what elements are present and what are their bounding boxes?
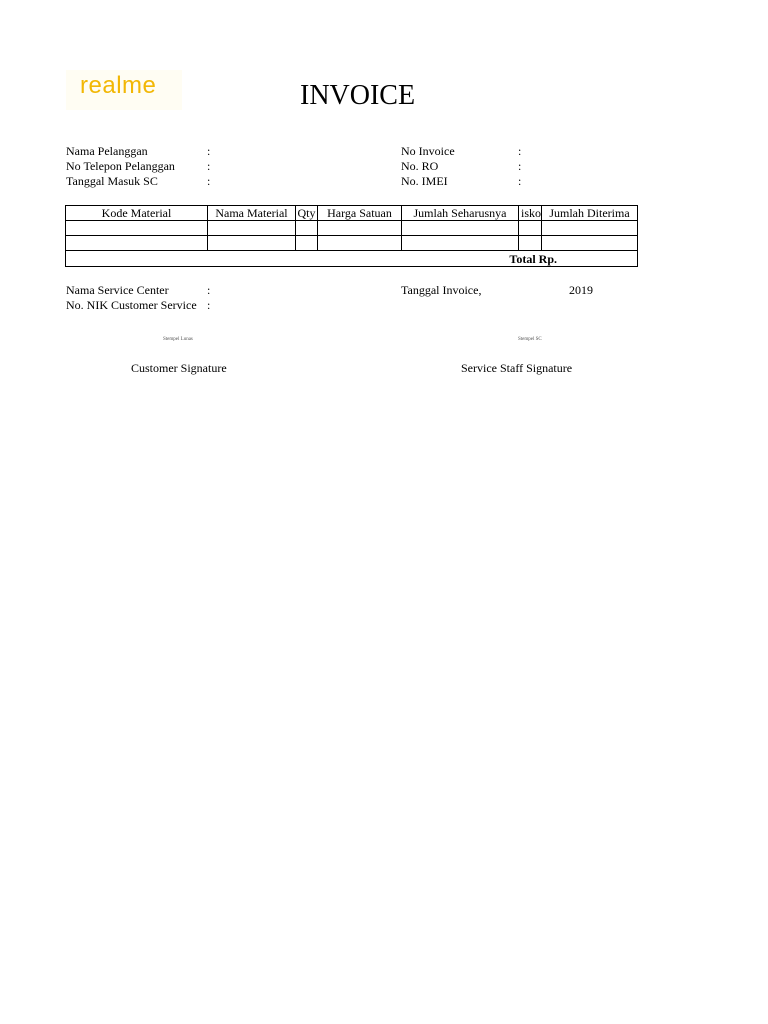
table-total-row: [66, 251, 638, 267]
column-header: isko: [519, 206, 542, 221]
staff-signature-label: Service Staff Signature: [461, 361, 573, 375]
field-separator: :: [518, 144, 522, 158]
column-header: Qty: [297, 206, 316, 220]
items-table: [65, 205, 638, 267]
table-cell: [66, 221, 208, 236]
table-cell: [542, 221, 638, 236]
customer-signature-label: Customer Signature: [131, 361, 227, 375]
field-separator: :: [207, 159, 211, 173]
invoice-year: 2019: [569, 283, 593, 297]
table-cell: [402, 221, 519, 236]
table-cell: [296, 221, 318, 236]
table-cell: [402, 236, 519, 251]
field-label-entry-date: Tanggal Masuk SC: [66, 174, 158, 188]
field-label-ro-no: No. RO: [401, 159, 439, 173]
page-title: INVOICE: [300, 80, 416, 111]
field-separator: :: [518, 159, 522, 173]
field-label-imei: No. IMEI: [401, 174, 448, 188]
field-separator: :: [207, 174, 211, 188]
table-header-row: [66, 206, 638, 221]
field-label-customer-name: Nama Pelanggan: [66, 144, 148, 158]
invoice-date-label: Tanggal Invoice,: [401, 283, 482, 297]
column-header: Kode Material: [66, 206, 208, 221]
table-row: [66, 221, 638, 236]
service-center-label: Nama Service Center: [66, 283, 169, 297]
column-header: Harga Satuan: [318, 206, 402, 221]
stamp-sc-label: Stempel SC: [518, 337, 542, 342]
field-separator: :: [207, 298, 211, 312]
total-label: Total Rp.: [66, 251, 638, 267]
table-cell: [318, 236, 402, 251]
column-header: Jumlah Seharusnya: [402, 206, 519, 221]
table-cell: [519, 221, 542, 236]
field-label-customer-phone: No Telepon Pelanggan: [66, 159, 175, 173]
field-separator: :: [207, 283, 211, 297]
stamp-paid-label: Stempel Lunas: [163, 337, 193, 342]
table-row: [66, 236, 638, 251]
field-label-invoice-no: No Invoice: [401, 144, 455, 158]
realme-logo: realme: [80, 72, 157, 99]
table-cell: [296, 236, 318, 251]
column-header: Nama Material: [208, 206, 296, 221]
field-separator: :: [207, 144, 211, 158]
table-cell: [318, 221, 402, 236]
table-cell: [66, 236, 208, 251]
column-header: Jumlah Diterima: [542, 206, 638, 221]
table-cell: [208, 236, 296, 251]
table-cell: [519, 236, 542, 251]
table-cell: [208, 221, 296, 236]
field-separator: :: [518, 174, 522, 188]
table-cell: [542, 236, 638, 251]
nik-label: No. NIK Customer Service: [66, 298, 197, 312]
